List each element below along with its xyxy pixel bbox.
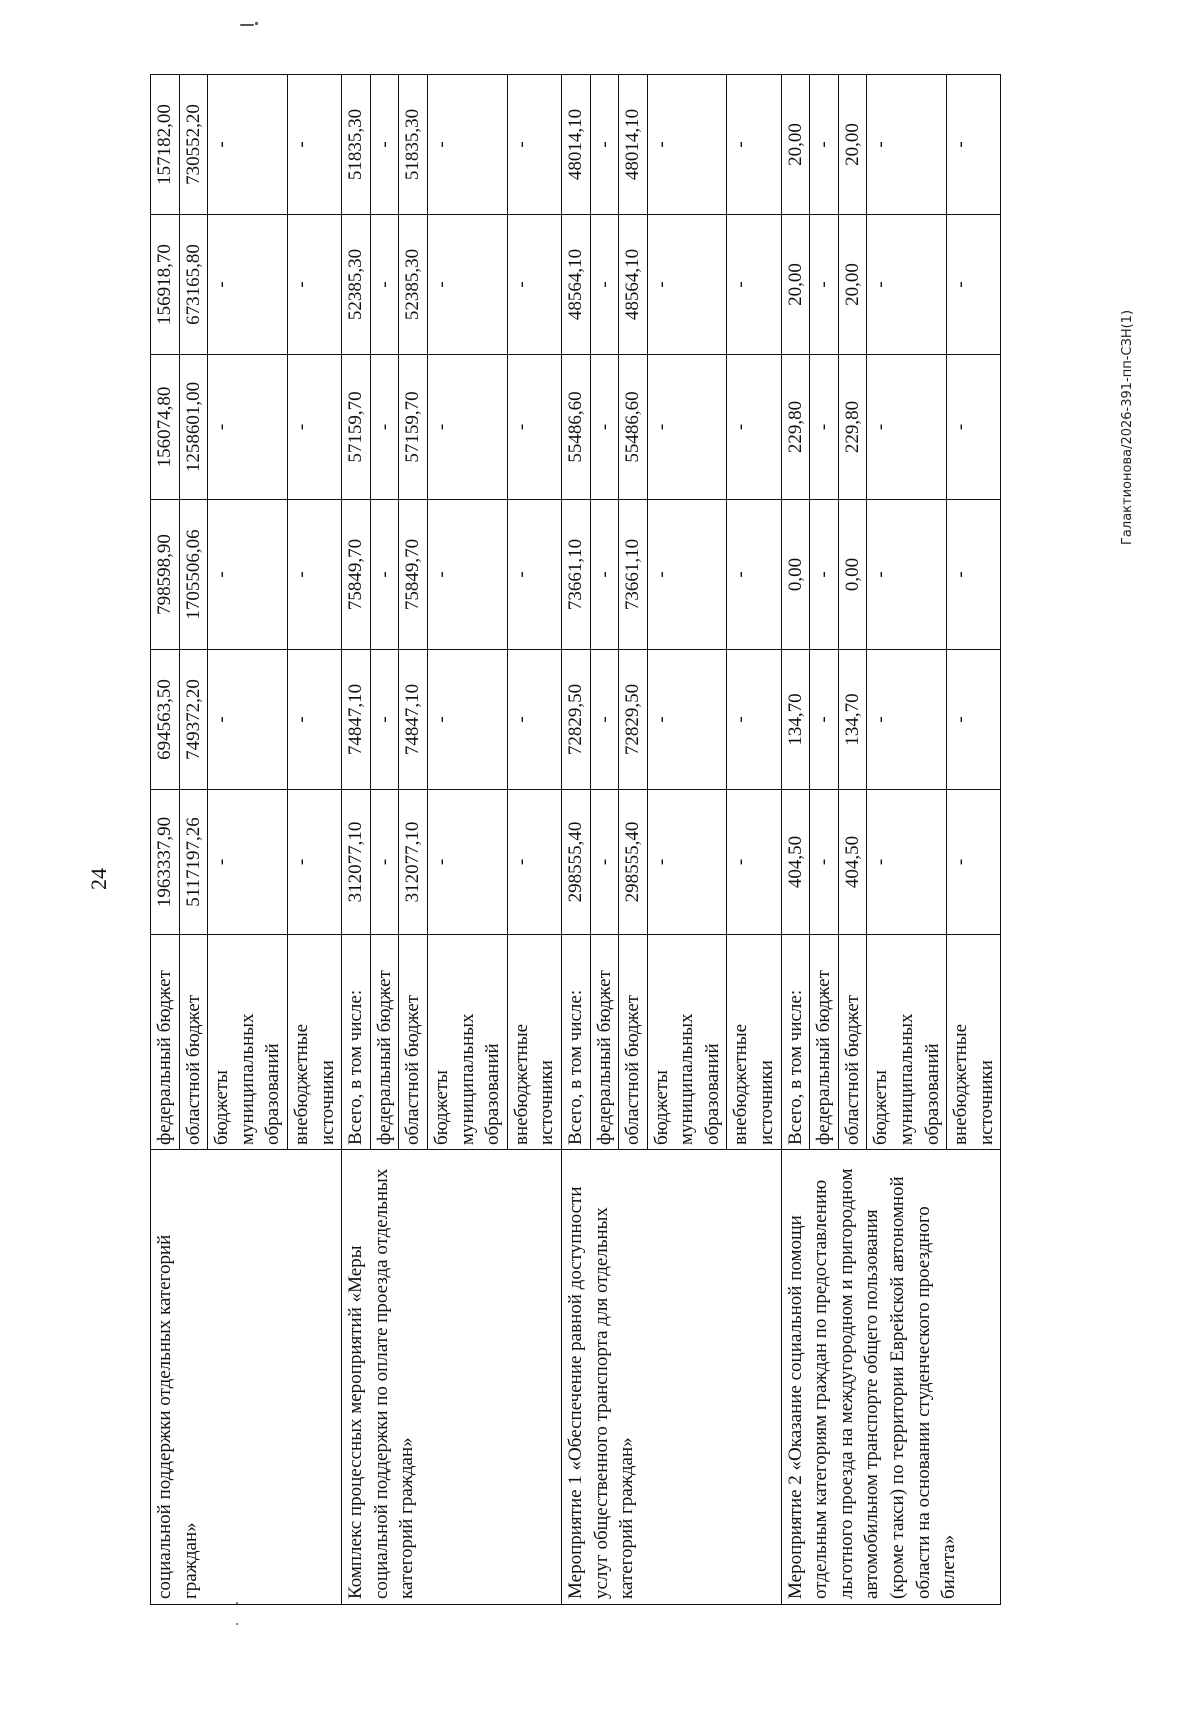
amount-cell: - xyxy=(867,75,947,215)
amount-cell: - xyxy=(647,75,727,215)
amount-cell: - xyxy=(208,355,288,500)
funding-source-cell: областной бюджет xyxy=(838,935,867,1150)
item-name-cell: социальной поддержки отдельных категорий граждан» xyxy=(151,1150,342,1605)
amount-cell: - xyxy=(507,215,561,355)
amount-cell: - xyxy=(590,500,619,650)
page-number: 24 xyxy=(86,868,111,890)
item-name-cell: Мероприятие 2 «Оказание социальной помощи отдельным категориям граждан по предоставлению льготного проезда на междугородном и пригородном автомобильном транспорте общего пользования (кроме такси) по территории Еврейской автономной области на основании студенческого проездного билета» xyxy=(781,1150,1001,1605)
amount-cell: - xyxy=(507,650,561,790)
amount-cell: 57159,70 xyxy=(342,355,371,500)
amount-cell: 404,50 xyxy=(838,790,867,935)
amount-cell: - xyxy=(947,355,1001,500)
amount-cell: 75849,70 xyxy=(342,500,371,650)
item-name-cell: Мероприятие 1 «Обеспечение равной доступности услуг общественного транспорта для отдельных категорий граждан» xyxy=(561,1150,781,1605)
funding-source-cell: внебюджетные источники xyxy=(287,935,341,1150)
amount-cell: - xyxy=(947,790,1001,935)
amount-cell: 229,80 xyxy=(838,355,867,500)
amount-cell: 20,00 xyxy=(781,75,810,215)
amount-cell: 51835,30 xyxy=(342,75,371,215)
amount-cell: - xyxy=(507,500,561,650)
amount-cell: 134,70 xyxy=(838,650,867,790)
amount-cell: - xyxy=(507,75,561,215)
amount-cell: - xyxy=(507,790,561,935)
scan-speck xyxy=(236,1602,238,1604)
table-row xyxy=(342,75,371,1605)
amount-cell: - xyxy=(370,355,399,500)
funding-source-cell: внебюджетные источники xyxy=(947,935,1001,1150)
amount-cell: - xyxy=(590,355,619,500)
amount-cell: - xyxy=(727,355,781,500)
budget-table xyxy=(150,74,1001,1605)
amount-cell: 1705506,06 xyxy=(179,500,208,650)
amount-cell: - xyxy=(370,650,399,790)
amount-cell: 72829,50 xyxy=(619,650,648,790)
amount-cell: 0,00 xyxy=(781,500,810,650)
amount-cell: - xyxy=(370,75,399,215)
amount-cell: 694563,50 xyxy=(151,650,180,790)
amount-cell: - xyxy=(287,355,341,500)
amount-cell: 156074,80 xyxy=(151,355,180,500)
amount-cell: - xyxy=(427,650,507,790)
amount-cell: 57159,70 xyxy=(399,355,428,500)
funding-source-cell: областной бюджет xyxy=(399,935,428,1150)
amount-cell: 312077,10 xyxy=(399,790,428,935)
funding-source-cell: внебюджетные источники xyxy=(507,935,561,1150)
amount-cell: 55486,60 xyxy=(619,355,648,500)
amount-cell: - xyxy=(370,500,399,650)
amount-cell: 312077,10 xyxy=(342,790,371,935)
amount-cell: - xyxy=(208,215,288,355)
amount-cell: 673165,80 xyxy=(179,215,208,355)
amount-cell: - xyxy=(287,650,341,790)
amount-cell: 52385,30 xyxy=(342,215,371,355)
funding-source-cell: федеральный бюджет xyxy=(590,935,619,1150)
amount-cell: 298555,40 xyxy=(619,790,648,935)
amount-cell: - xyxy=(810,75,839,215)
amount-cell: 1963337,90 xyxy=(151,790,180,935)
amount-cell: 157182,00 xyxy=(151,75,180,215)
amount-cell: - xyxy=(810,355,839,500)
amount-cell: 20,00 xyxy=(838,215,867,355)
amount-cell: 404,50 xyxy=(781,790,810,935)
amount-cell: - xyxy=(647,215,727,355)
funding-source-cell: федеральный бюджет xyxy=(370,935,399,1150)
amount-cell: - xyxy=(370,790,399,935)
funding-source-cell: бюджеты муниципальных образований xyxy=(867,935,947,1150)
amount-cell: - xyxy=(287,215,341,355)
scan-speck xyxy=(240,24,254,26)
amount-cell: - xyxy=(370,215,399,355)
amount-cell: - xyxy=(947,215,1001,355)
amount-cell: - xyxy=(810,500,839,650)
scan-speck xyxy=(255,22,258,25)
amount-cell: - xyxy=(590,650,619,790)
amount-cell: 20,00 xyxy=(781,215,810,355)
amount-cell: - xyxy=(427,790,507,935)
amount-cell: 73661,10 xyxy=(561,500,590,650)
amount-cell: 156918,70 xyxy=(151,215,180,355)
amount-cell: - xyxy=(810,650,839,790)
amount-cell: 55486,60 xyxy=(561,355,590,500)
amount-cell: 749372,20 xyxy=(179,650,208,790)
amount-cell: 798598,90 xyxy=(151,500,180,650)
amount-cell: - xyxy=(867,355,947,500)
amount-cell: 48564,10 xyxy=(619,215,648,355)
amount-cell: 74847,10 xyxy=(342,650,371,790)
amount-cell: - xyxy=(647,790,727,935)
amount-cell: - xyxy=(507,355,561,500)
amount-cell: - xyxy=(867,790,947,935)
document-stamp: Галактионова/2026-391-пп-СЗН(1) xyxy=(1120,309,1135,545)
funding-source-cell: областной бюджет xyxy=(619,935,648,1150)
amount-cell: 51835,30 xyxy=(399,75,428,215)
amount-cell: - xyxy=(947,75,1001,215)
amount-cell: - xyxy=(810,215,839,355)
funding-source-cell: федеральный бюджет xyxy=(151,935,180,1150)
amount-cell: - xyxy=(208,75,288,215)
amount-cell: 229,80 xyxy=(781,355,810,500)
funding-source-cell: федеральный бюджет xyxy=(810,935,839,1150)
amount-cell: - xyxy=(208,650,288,790)
amount-cell: 52385,30 xyxy=(399,215,428,355)
scan-speck xyxy=(236,1623,238,1625)
amount-cell: 1258601,00 xyxy=(179,355,208,500)
amount-cell: - xyxy=(647,355,727,500)
amount-cell: - xyxy=(427,500,507,650)
funding-source-cell: бюджеты муниципальных образований xyxy=(208,935,288,1150)
funding-source-cell: бюджеты муниципальных образований xyxy=(647,935,727,1150)
amount-cell: 730552,20 xyxy=(179,75,208,215)
amount-cell: - xyxy=(590,75,619,215)
amount-cell: 20,00 xyxy=(838,75,867,215)
table-row xyxy=(781,75,810,1605)
amount-cell: - xyxy=(867,215,947,355)
amount-cell: 0,00 xyxy=(838,500,867,650)
funding-source-cell: Всего, в том числе: xyxy=(781,935,810,1150)
amount-cell: - xyxy=(867,650,947,790)
amount-cell: 48014,10 xyxy=(619,75,648,215)
amount-cell: - xyxy=(208,500,288,650)
amount-cell: - xyxy=(947,650,1001,790)
amount-cell: - xyxy=(867,500,947,650)
amount-cell: - xyxy=(590,790,619,935)
amount-cell: - xyxy=(647,500,727,650)
amount-cell: 134,70 xyxy=(781,650,810,790)
amount-cell: - xyxy=(427,355,507,500)
amount-cell: - xyxy=(727,790,781,935)
amount-cell: - xyxy=(727,500,781,650)
amount-cell: 72829,50 xyxy=(561,650,590,790)
amount-cell: 298555,40 xyxy=(561,790,590,935)
amount-cell: - xyxy=(647,650,727,790)
amount-cell: - xyxy=(287,790,341,935)
amount-cell: - xyxy=(287,500,341,650)
amount-cell: - xyxy=(727,215,781,355)
table-row xyxy=(151,75,180,1605)
funding-source-cell: бюджеты муниципальных образований xyxy=(427,935,507,1150)
amount-cell: - xyxy=(727,75,781,215)
amount-cell: 74847,10 xyxy=(399,650,428,790)
amount-cell: 75849,70 xyxy=(399,500,428,650)
amount-cell: 73661,10 xyxy=(619,500,648,650)
amount-cell: 48564,10 xyxy=(561,215,590,355)
funding-source-cell: Всего, в том числе: xyxy=(342,935,371,1150)
table-row xyxy=(561,75,590,1605)
amount-cell: - xyxy=(590,215,619,355)
amount-cell: 5117197,26 xyxy=(179,790,208,935)
amount-cell: - xyxy=(727,650,781,790)
funding-source-cell: Всего, в том числе: xyxy=(561,935,590,1150)
amount-cell: - xyxy=(208,790,288,935)
amount-cell: - xyxy=(287,75,341,215)
amount-cell: - xyxy=(427,75,507,215)
funding-source-cell: областной бюджет xyxy=(179,935,208,1150)
funding-source-cell: внебюджетные источники xyxy=(727,935,781,1150)
amount-cell: - xyxy=(810,790,839,935)
amount-cell: 48014,10 xyxy=(561,75,590,215)
amount-cell: - xyxy=(427,215,507,355)
item-name-cell: Комплекс процессных мероприятий «Меры социальной поддержки по оплате проезда отдельных категорий граждан» xyxy=(342,1150,562,1605)
amount-cell: - xyxy=(947,500,1001,650)
